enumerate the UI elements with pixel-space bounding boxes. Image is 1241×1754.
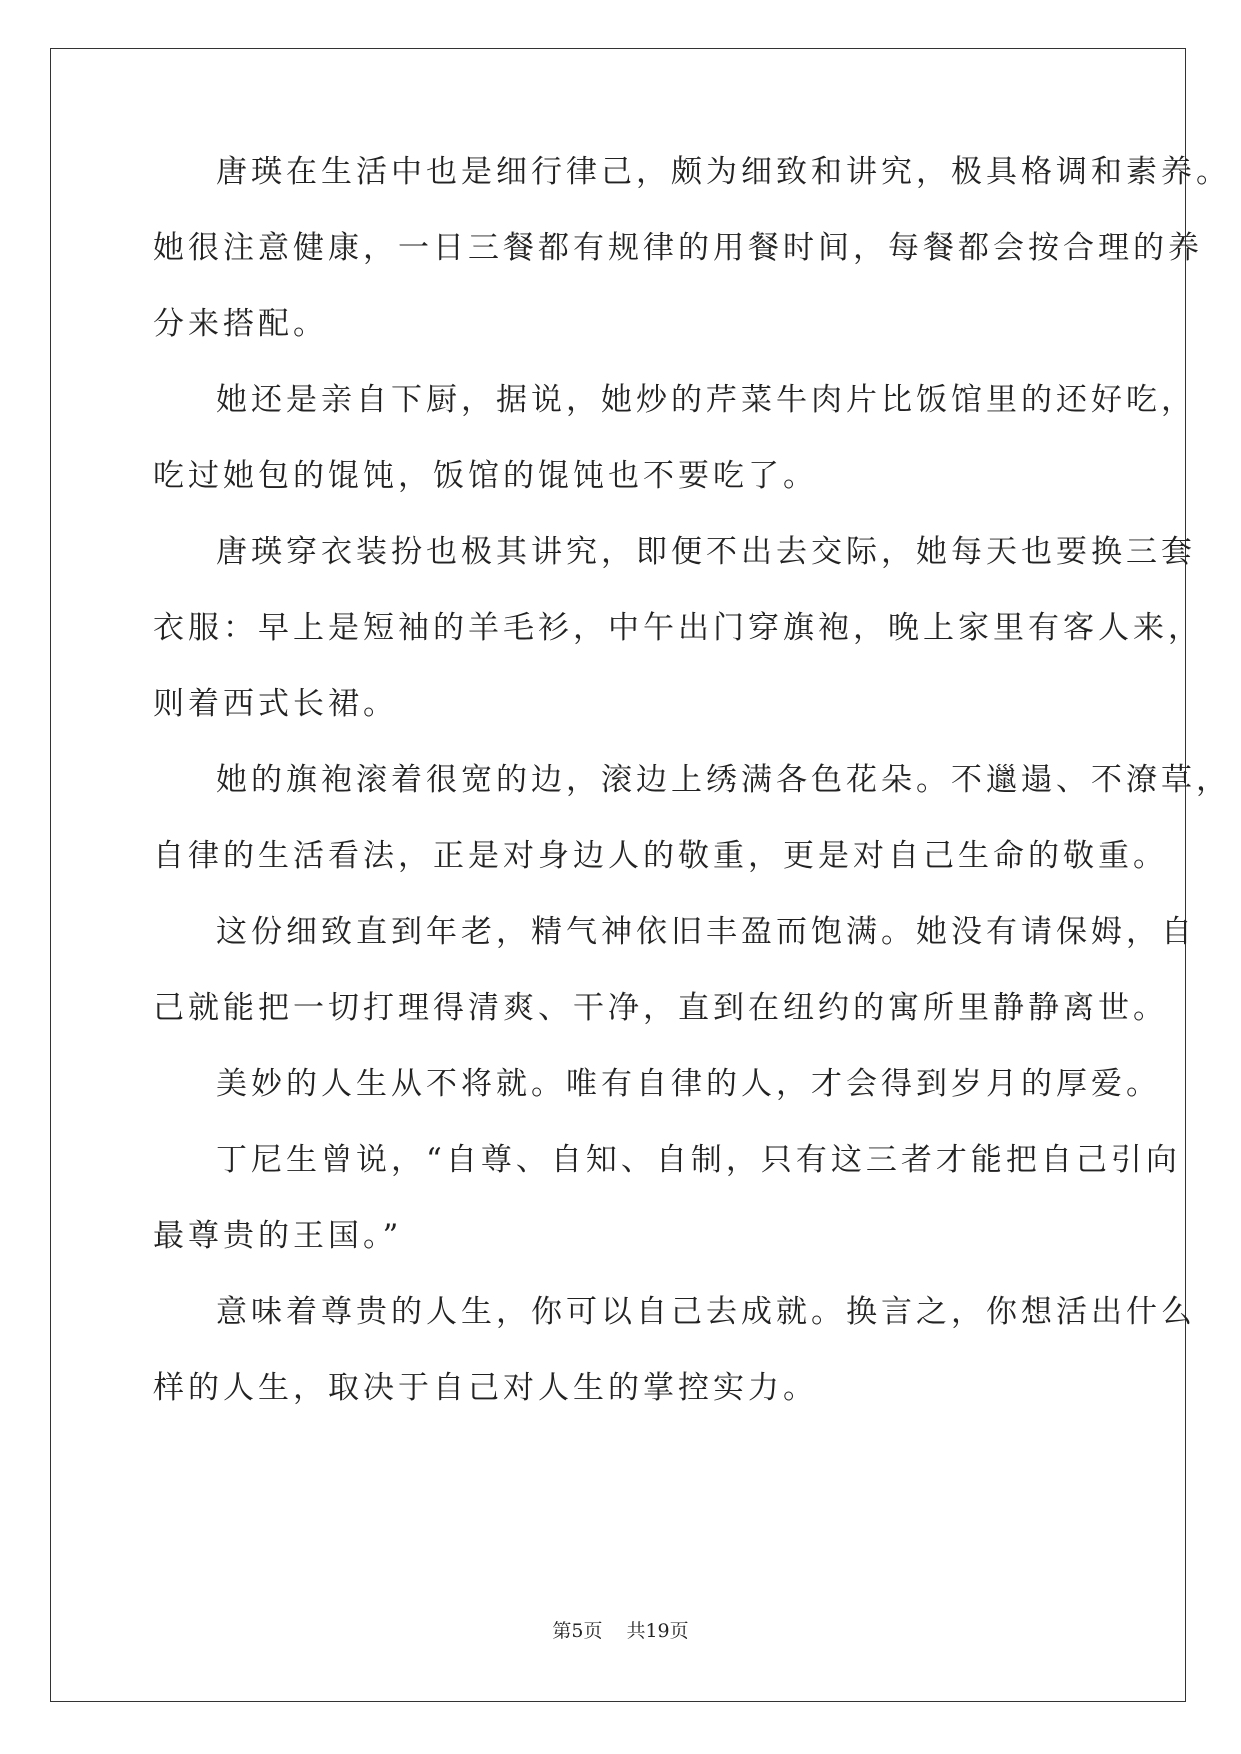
paragraph-line: 丁尼生曾说，“自尊、自知、自制，只有这三者才能把自己引向 [216,1142,1181,1178]
paragraph-line: 衣服：早上是短袖的羊毛衫，中午出门穿旗袍，晚上家里有客人来， [153,610,1203,646]
paragraph-line: 分来搭配。 [153,306,328,342]
paragraph-line: 这份细致直到年老，精气神依旧丰盈而饱满。她没有请保姆，自 [216,914,1196,950]
page-number: 第5页 [552,1620,603,1642]
paragraph-line: 她还是亲自下厨，据说，她炒的芹菜牛肉片比饭馆里的还好吃， [216,382,1196,418]
paragraph-line: 唐瑛穿衣装扮也极其讲究，即便不出去交际，她每天也要换三套 [216,534,1196,570]
paragraph-line: 最尊贵的王国。” [153,1218,403,1254]
paragraph-line: 她的旗袍滚着很宽的边，滚边上绣满各色花朵。不邋遢、不潦草， [216,762,1231,798]
paragraph-line: 吃过她包的馄饨，饭馆的馄饨也不要吃了。 [153,458,818,494]
paragraph-line: 意味着尊贵的人生，你可以自己去成就。换言之，你想活出什么 [216,1294,1196,1330]
paragraph-line: 样的人生，取决于自己对人生的掌控实力。 [153,1370,818,1406]
paragraph-line: 则着西式长裙。 [153,686,398,722]
total-pages: 共19页 [626,1620,689,1642]
paragraph-line: 美妙的人生从不将就。唯有自律的人，才会得到岁月的厚爱。 [216,1066,1161,1102]
paragraph-line: 唐瑛在生活中也是细行律己，颇为细致和讲究，极具格调和素养。 [216,154,1231,190]
page-footer [0,1616,1241,1643]
paragraph-line: 己就能把一切打理得清爽、干净，直到在纽约的寓所里静静离世。 [153,990,1168,1026]
paragraph-line: 自律的生活看法，正是对身边人的敬重，更是对自己生命的敬重。 [153,838,1168,874]
paragraph-line: 她很注意健康，一日三餐都有规律的用餐时间，每餐都会按合理的养 [153,230,1203,266]
